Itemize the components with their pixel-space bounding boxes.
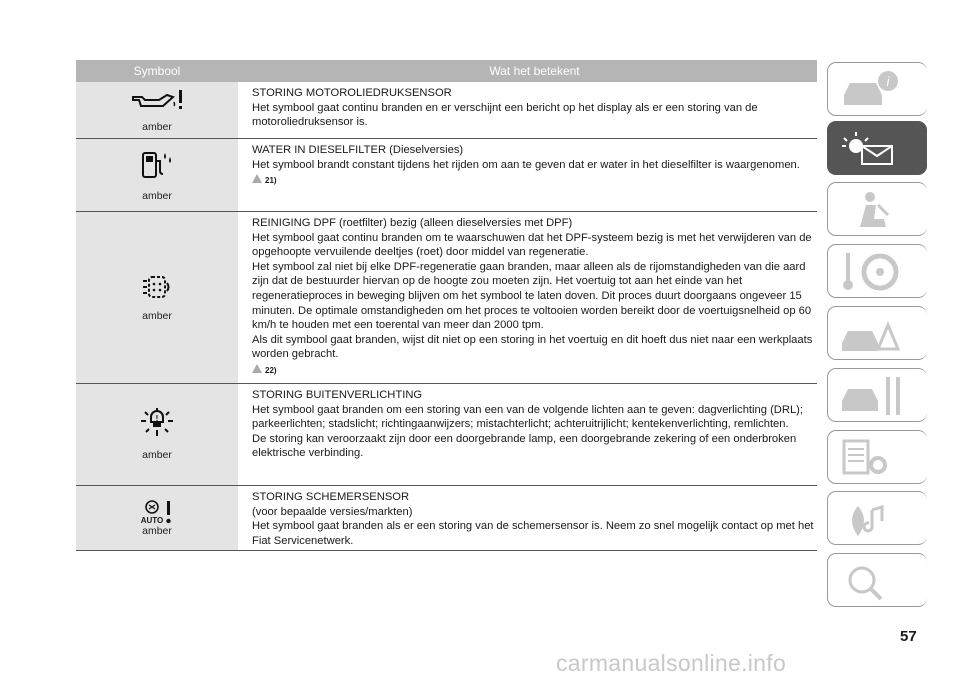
warning-reference — [252, 364, 817, 379]
chapter-tab-warning-lights[interactable] — [827, 121, 927, 175]
color-label: amber — [142, 449, 172, 461]
svg-text:i: i — [886, 74, 890, 89]
meaning-cell — [238, 384, 817, 485]
header-meaning: Wat het betekent — [489, 64, 580, 78]
row-title: STORING MOTOROLIEDRUKSENSOR — [252, 87, 452, 99]
exterior-light-failure-icon — [137, 408, 177, 445]
row-description: Als dit symbool gaat branden, wijst dit niet op een storing in het voertuig en dit hoeft dus niet naar een werkplaats worden gebracht. — [252, 333, 813, 361]
car-accident-icon — [828, 348, 928, 365]
table-row — [76, 82, 817, 139]
chapter-tab-maintenance[interactable] — [827, 368, 927, 422]
warning-triangle-icon — [252, 364, 262, 379]
row-description: Het symbool brandt constant tijdens het rijden om aan te geven dat er water in het dieselfilter is waargenomen. — [252, 158, 800, 171]
svg-text:!: ! — [155, 414, 159, 423]
car-info-icon — [828, 74, 928, 121]
chapter-tab-emergency[interactable] — [827, 306, 927, 360]
key-steering-wheel-icon — [828, 286, 928, 303]
chapter-tab-safety[interactable] — [827, 182, 927, 236]
row-title: WATER IN DIESELFILTER (Dieselversies) — [252, 144, 464, 156]
water-in-diesel-filter-icon — [137, 149, 177, 186]
row-description: Het symbool gaat continu branden en er verschijnt een bericht op het display als er een storing van de motoroliedruksensor is. — [252, 101, 758, 129]
symbol-cell — [76, 212, 238, 383]
meaning-cell — [238, 82, 817, 138]
color-label: amber — [142, 310, 172, 322]
color-label: amber — [142, 120, 172, 133]
color-label: amber — [142, 189, 172, 202]
warning-lights-message-icon — [828, 163, 928, 180]
seat-airbag-safety-icon — [828, 224, 928, 241]
warning-ref-number: 22) — [265, 365, 277, 375]
table-row — [76, 384, 817, 486]
chapter-tab-car-info[interactable] — [827, 62, 927, 116]
row-description: Het symbool gaat branden om een storing van een van de volgende lichten aan te geven: dagverlichting (DRL); parkeerlichten; stadslicht; richtingaanwijzers; mistachterlicht; achteruitrijlicht; kentekenverlichting, remlichten. — [252, 403, 804, 431]
chapter-tab-multimedia[interactable] — [827, 491, 927, 545]
header-symbol: Symbool — [133, 64, 181, 78]
technical-data-gear-icon — [828, 472, 928, 489]
auto-label: AUTO — [140, 516, 164, 525]
row-title: REINIGING DPF (roetfilter) bezig (alleen dieselversies met DPF) — [252, 217, 573, 229]
symbol-cell — [76, 486, 238, 550]
dpf-regeneration-icon — [139, 273, 175, 306]
page-number: 57 — [900, 628, 917, 645]
chapter-tab-index[interactable] — [827, 553, 927, 607]
symbol-cell — [76, 82, 238, 138]
row-title: STORING BUITENVERLICHTING — [252, 389, 423, 401]
warning-ref-number: 21) — [265, 176, 277, 186]
warning-reference — [252, 174, 817, 189]
row-title: STORING SCHEMERSENSOR — [252, 491, 410, 503]
row-description: Het symbool gaat continu branden om te waarschuwen dat het DPF-systeem bezig is met het verwijderen van de opgehoopte vervuilende deeltjes (roet) door middel van regeneratie. — [252, 231, 812, 259]
symbol-cell — [76, 384, 238, 485]
warning-lights-table — [76, 60, 817, 551]
table-row — [76, 212, 817, 384]
chapter-tab-technical-data[interactable] — [827, 430, 927, 484]
row-description: De storing kan veroorzaakt zijn door een doorgebrande lamp, een doorgebrande zekering of een onderbroken elektrische verbinding. — [252, 432, 797, 460]
table-header — [76, 60, 817, 82]
row-description: Het symbool gaat branden als er een storing van de schemersensor is. Neem zo snel mogelijk contact op met het Fiat Servicenetwerk. — [252, 520, 814, 547]
meaning-cell — [238, 139, 817, 211]
row-description: Het symbool zal niet bij elke DPF-regeneratie gaan branden, maar alleen als de rijomstandigheden van die aard zijn dat de bestuurder hiervan op de hoogte zou moeten zijn. Het voertuig tot aan het einde van het regeneratieproces in beweging blijven om het symbool te laten doven. Dit proces duurt doorgaans ongeveer 15 minuten. De optimale omstandigheden om het proces te voltooien worden bereikt door de voertuigsnelheid op 60 km/h te houden met een toerental van meer dan 2000 tpm. — [252, 260, 812, 332]
alphabetical-index-icon — [828, 595, 928, 612]
warning-triangle-icon — [252, 174, 262, 189]
color-label: amber — [142, 525, 172, 537]
oil-pressure-sensor-icon — [129, 88, 185, 117]
chapter-tab-starting-driving[interactable] — [827, 244, 927, 298]
symbol-cell — [76, 139, 238, 211]
table-row — [76, 139, 817, 212]
car-maintenance-tools-icon — [828, 410, 928, 427]
multimedia-icon — [828, 533, 928, 550]
watermark: carmanualsonline.info — [556, 650, 787, 676]
table-row — [76, 486, 817, 551]
meaning-cell — [238, 486, 817, 550]
row-description: (voor bepaalde versies/markten) — [252, 505, 413, 518]
twilight-sensor-icon — [141, 499, 174, 525]
meaning-cell — [238, 212, 817, 383]
